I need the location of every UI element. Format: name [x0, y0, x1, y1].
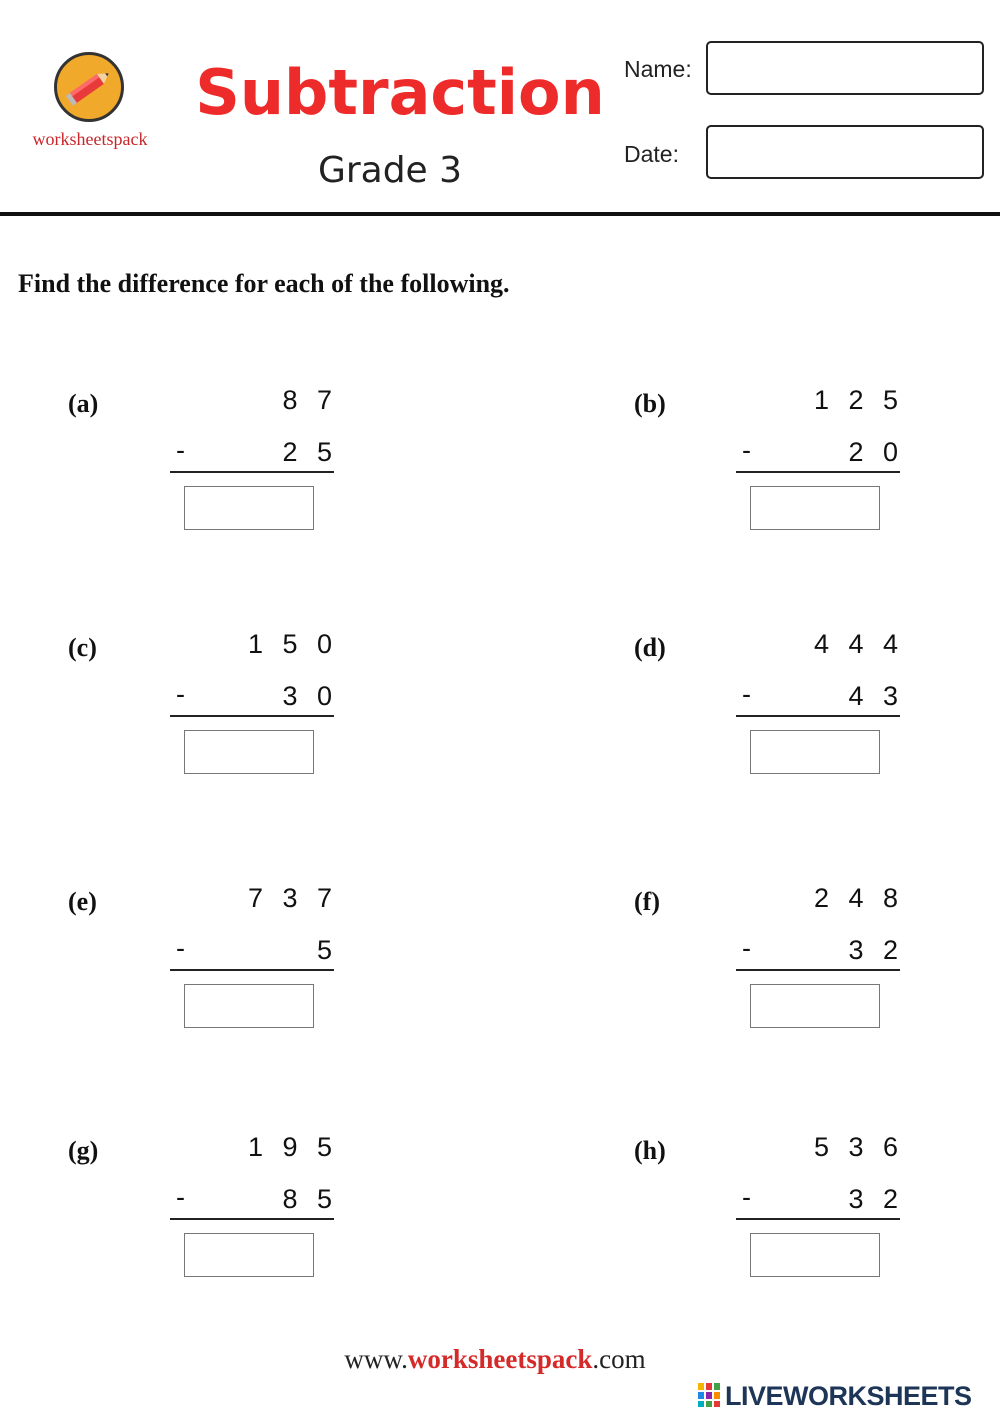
problem-b	[634, 377, 1000, 537]
problem-label: (c)	[68, 633, 97, 662]
problem-label: (b)	[634, 389, 666, 418]
subtrahend: 4 3	[848, 681, 904, 711]
problem-h	[634, 1124, 1000, 1284]
answer-input[interactable]	[750, 984, 880, 1028]
logo-icon	[54, 52, 124, 122]
liveworksheets-icon	[698, 1383, 720, 1407]
problem-d	[634, 621, 1000, 781]
problem-label: (g)	[68, 1136, 99, 1165]
problem-label: (e)	[68, 887, 97, 916]
minuend: 5 3 6	[813, 1132, 904, 1162]
liveworksheets-badge[interactable]	[698, 1381, 994, 1409]
problem-label: (f)	[634, 887, 660, 916]
minuend: 8 7	[282, 385, 338, 415]
minuend: 1 5 0	[247, 629, 338, 659]
problem-e	[68, 875, 488, 1035]
subtrahend: 8 5	[282, 1184, 338, 1214]
minus-sign: -	[176, 933, 185, 963]
instruction-text: Find the difference for each of the following.	[18, 269, 510, 298]
grade-label: Grade 3	[317, 150, 463, 191]
subtrahend: 3 2	[848, 935, 904, 965]
subtrahend: 2 5	[282, 437, 338, 467]
sum-line	[736, 471, 900, 473]
sum-line	[170, 715, 334, 717]
page-title: Subtraction	[195, 56, 605, 129]
minus-sign: -	[742, 1182, 751, 1212]
problem-label: (h)	[634, 1136, 666, 1165]
answer-input[interactable]	[184, 730, 314, 774]
problem-a	[68, 377, 488, 537]
answer-input[interactable]	[750, 486, 880, 530]
problem-label: (d)	[634, 633, 666, 662]
answer-input[interactable]	[184, 984, 314, 1028]
problem-c	[68, 621, 488, 781]
problem-g	[68, 1124, 488, 1284]
name-label: Name:	[624, 56, 692, 82]
sum-line	[170, 471, 334, 473]
date-field[interactable]	[706, 125, 984, 179]
answer-input[interactable]	[750, 730, 880, 774]
sum-line	[170, 969, 334, 971]
liveworksheets-text: LIVEWORKSHEETS	[725, 1381, 972, 1411]
header-divider	[0, 212, 1000, 216]
sum-line	[736, 715, 900, 717]
subtrahend: 3 0	[282, 681, 338, 711]
minuend: 7 3 7	[247, 883, 338, 913]
answer-input[interactable]	[184, 1233, 314, 1277]
footer-url-brand: worksheetspack	[407, 1344, 593, 1374]
minus-sign: -	[176, 1182, 185, 1212]
minus-sign: -	[742, 679, 751, 709]
minus-sign: -	[176, 435, 185, 465]
date-label: Date:	[624, 141, 679, 167]
brand-name: worksheetspack	[32, 129, 148, 149]
name-field[interactable]	[706, 41, 984, 95]
answer-input[interactable]	[750, 1233, 880, 1277]
minuend: 1 9 5	[247, 1132, 338, 1162]
sum-line	[736, 1218, 900, 1220]
minuend: 4 4 4	[813, 629, 904, 659]
subtrahend: 3 2	[848, 1184, 904, 1214]
subtrahend: 2 0	[848, 437, 904, 467]
sum-line	[736, 969, 900, 971]
answer-input[interactable]	[184, 486, 314, 530]
minus-sign: -	[742, 435, 751, 465]
sum-line	[170, 1218, 334, 1220]
subtrahend: 5	[316, 935, 338, 965]
footer-url-prefix: www.	[344, 1344, 408, 1374]
minus-sign: -	[742, 933, 751, 963]
footer-url-suffix: .com	[592, 1344, 646, 1374]
problem-f	[634, 875, 1000, 1035]
footer-url	[0, 1344, 990, 1375]
minus-sign: -	[176, 679, 185, 709]
minuend: 1 2 5	[813, 385, 904, 415]
problem-label: (a)	[68, 389, 99, 418]
minuend: 2 4 8	[813, 883, 904, 913]
